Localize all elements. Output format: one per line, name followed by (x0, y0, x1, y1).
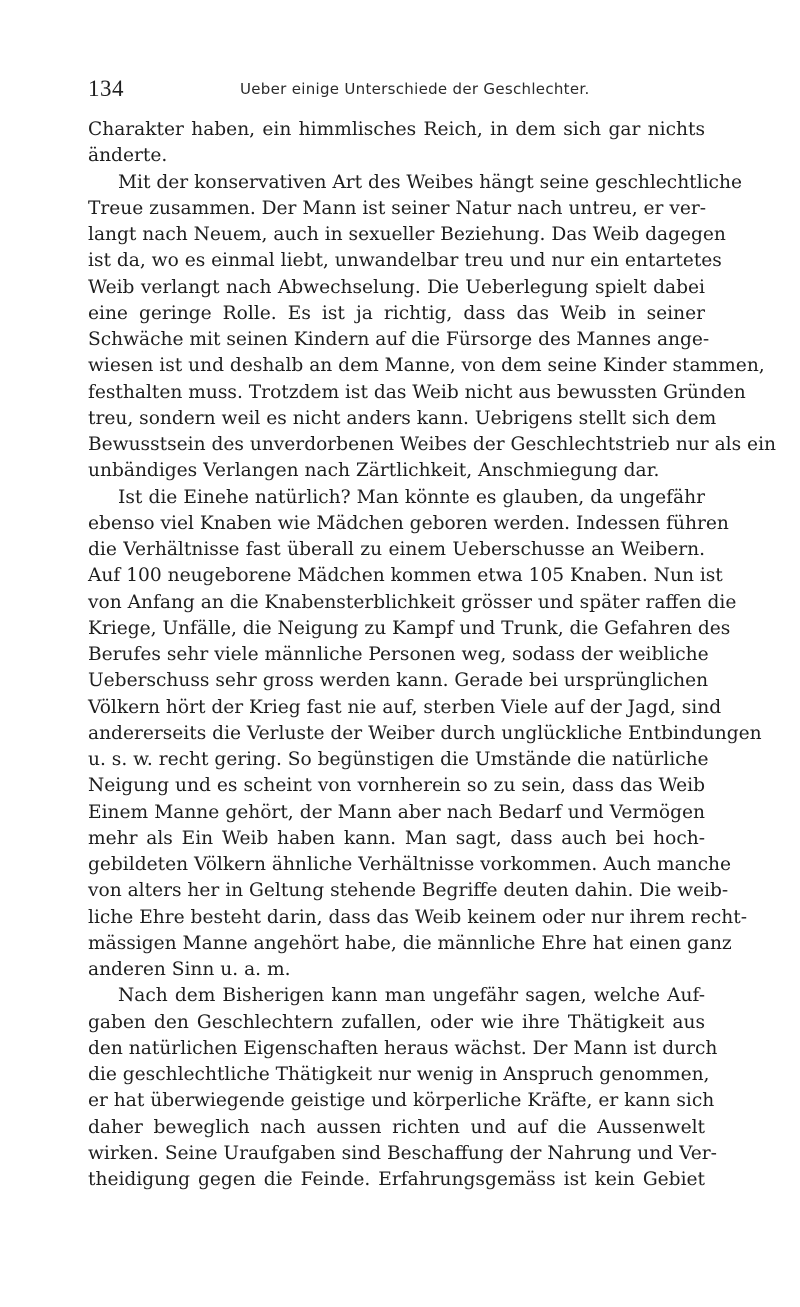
text-line: Ueberschuss sehr gross werden kann. Gerade bei ursprünglichen (88, 670, 709, 692)
text-line: mehr als Ein Weib haben kann. Man sagt, dass auch bei hoch- (88, 827, 705, 849)
text-line: andererseits die Verluste der Weiber durch unglückliche Entbindungen (88, 722, 762, 744)
text-line: wiesen ist und deshalb an dem Manne, von dem seine Kinder stammen, (88, 355, 765, 377)
text-line: Weib verlangt nach Abwechselung. Die Ueberlegung spielt dabei (88, 276, 705, 298)
text-line: liche Ehre besteht darin, dass das Weib keinem oder nur ihrem recht- (88, 906, 748, 928)
text-line: ebenso viel Knaben wie Mädchen geboren werden. Indessen führen (88, 512, 729, 534)
text-line: treu, sondern weil es nicht anders kann. Uebrigens stellt sich dem (88, 407, 717, 429)
text-line: von Anfang an die Knabensterblichkeit grösser und später raffen die (88, 591, 737, 613)
text-line: gebildeten Völkern ähnliche Verhältnisse vorkommen. Auch manche (88, 854, 732, 875)
text-line: Berufes sehr viele männliche Personen weg, sodass der weibliche (88, 644, 709, 665)
text-line: Auf 100 neugeborene Mädchen kommen etwa 105 Knaben. Nun ist (88, 565, 723, 587)
text-line: den natürlichen Eigenschaften heraus wächst. Der Mann ist durch (88, 1037, 718, 1059)
text-line: u. s. w. recht gering. So begünstigen die Umstände die natürliche (88, 749, 709, 770)
text-line: daher beweglich nach aussen richten und auf die Aussenwelt (88, 1116, 705, 1138)
page-header (88, 76, 708, 106)
text-line: eine geringe Rolle. Es ist ja richtig, dass das Weib in seiner (88, 302, 705, 324)
text-line: langt nach Neuem, auch in sexueller Beziehung. Das Weib dagegen (88, 224, 726, 245)
running-head: Ueber einige Unterschiede der Geschlechter. (240, 80, 590, 98)
text-line: theidigung gegen die Feinde. Erfahrungsgemäss ist kein Gebiet (88, 1169, 705, 1190)
text-line: anderen Sinn u. a. m. (88, 959, 291, 980)
text-line: ist da, wo es einmal liebt, unwandelbar treu und nur ein entartetes (88, 250, 722, 272)
text-line: Nach dem Bisherigen kann man ungefähr sagen, welche Auf- (118, 985, 705, 1007)
text-line: von alters her in Geltung stehende Begriffe deuten dahin. Die weib- (88, 880, 729, 902)
text-line: Treue zusammen. Der Mann ist seiner Natur nach untreu, er ver- (88, 197, 707, 219)
text-line: Charakter haben, ein himmlisches Reich, in dem sich gar nichts (88, 119, 705, 140)
text-line: Schwäche mit seinen Kindern auf die Fürsorge des Mannes ange- (88, 329, 710, 350)
text-line: gaben den Geschlechtern zufallen, oder wie ihre Thätigkeit aus (88, 1011, 705, 1033)
page-number: 134 (88, 76, 124, 101)
text-line: Neigung und es scheint von vornherein so zu sein, dass das Weib (88, 775, 705, 797)
text-line: Mit der konservativen Art des Weibes hängt seine geschlechtliche (118, 171, 742, 193)
text-line: Bewusstsein des unverdorbenen Weibes der Geschlechtstrieb nur als ein (88, 434, 776, 455)
text-line: Völkern hört der Krieg fast nie auf, sterben Viele auf der Jagd, sind (88, 696, 722, 718)
text-line: unbändiges Verlangen nach Zärtlichkeit, Anschmiegung dar. (88, 460, 660, 482)
text-line: änderte. (88, 145, 168, 167)
text-line: er hat überwiegende geistige und körperliche Kräfte, er kann sich (88, 1090, 715, 1112)
text-line: festhalten muss. Trotzdem ist das Weib nicht aus bewussten Gründen (88, 381, 746, 403)
text-line: die geschlechtliche Thätigkeit nur wenig in Anspruch genommen, (88, 1064, 710, 1085)
body-text (88, 117, 776, 1193)
text-line: die Verhältnisse fast überall zu einem Ueberschusse an Weibern. (88, 539, 705, 560)
text-line: mässigen Manne angehört habe, die männliche Ehre hat einen ganz (88, 932, 732, 954)
text-line: Kriege, Unfälle, die Neigung zu Kampf und Trunk, die Gefahren des (88, 617, 731, 639)
text-line: Einem Manne gehört, der Mann aber nach Bedarf und Vermögen (88, 801, 705, 823)
text-line: wirken. Seine Uraufgaben sind Beschaffung der Nahrung und Ver- (88, 1142, 717, 1164)
text-line: Ist die Einehe natürlich? Man könnte es glauben, da ungefähr (118, 486, 705, 508)
